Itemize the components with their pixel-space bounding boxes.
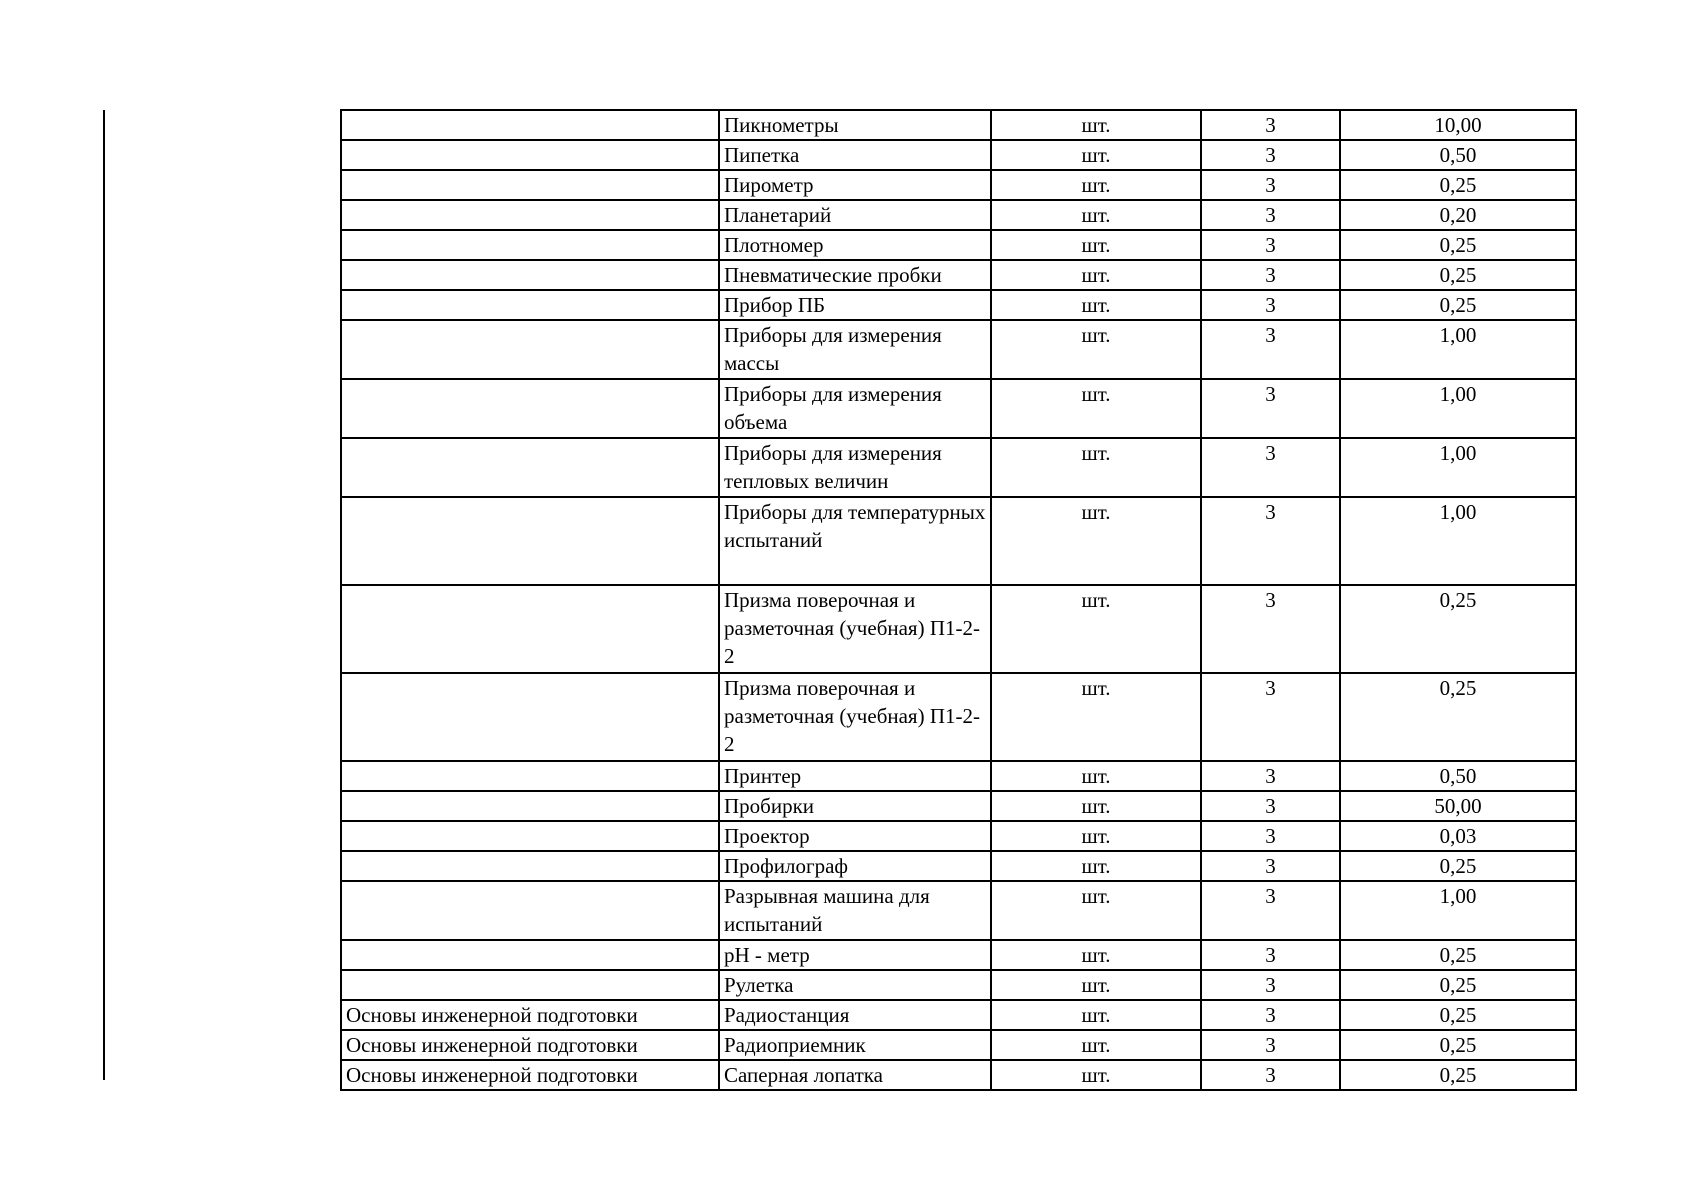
value-cell: 1,00 <box>1340 881 1576 940</box>
value-cell: 0,20 <box>1340 200 1576 230</box>
quantity-cell: 3 <box>1201 170 1340 200</box>
table-row <box>341 881 1576 940</box>
table-row <box>341 791 1576 821</box>
unit-cell: шт. <box>991 230 1201 260</box>
quantity-cell: 3 <box>1201 379 1340 438</box>
unit-cell: шт. <box>991 438 1201 497</box>
subject-cell <box>341 200 719 230</box>
subject-cell <box>341 290 719 320</box>
item-name-cell: Рулетка <box>719 970 991 1000</box>
table-row <box>341 1060 1576 1090</box>
item-name-cell: Приборы для температурных испытаний <box>719 497 991 585</box>
table-row <box>341 497 1576 585</box>
subject-cell <box>341 497 719 585</box>
item-name-cell: Призма поверочная и разметочная (учебная) П1-2-2 <box>719 585 991 673</box>
value-cell: 0,25 <box>1340 1060 1576 1090</box>
table-row <box>341 438 1576 497</box>
unit-cell: шт. <box>991 761 1201 791</box>
quantity-cell: 3 <box>1201 230 1340 260</box>
table-row <box>341 379 1576 438</box>
unit-cell: шт. <box>991 585 1201 673</box>
unit-cell: шт. <box>991 791 1201 821</box>
item-name-cell: pH - метр <box>719 940 991 970</box>
quantity-cell: 3 <box>1201 673 1340 761</box>
item-name-cell: Приборы для измерения объема <box>719 379 991 438</box>
table-row <box>341 260 1576 290</box>
table-row <box>341 140 1576 170</box>
subject-cell <box>341 379 719 438</box>
subject-cell: Основы инженерной подготовки <box>341 1060 719 1090</box>
subject-cell <box>341 170 719 200</box>
quantity-cell: 3 <box>1201 940 1340 970</box>
unit-cell: шт. <box>991 821 1201 851</box>
value-cell: 1,00 <box>1340 320 1576 379</box>
item-name-cell: Призма поверочная и разметочная (учебная) П1-2-2 <box>719 673 991 761</box>
table-row <box>341 320 1576 379</box>
item-name-cell: Прибор ПБ <box>719 290 991 320</box>
unit-cell: шт. <box>991 1000 1201 1030</box>
value-cell: 10,00 <box>1340 110 1576 140</box>
table-row <box>341 230 1576 260</box>
unit-cell: шт. <box>991 290 1201 320</box>
unit-cell: шт. <box>991 200 1201 230</box>
subject-cell <box>341 320 719 379</box>
value-cell: 0,25 <box>1340 170 1576 200</box>
unit-cell: шт. <box>991 940 1201 970</box>
item-name-cell: Плотномер <box>719 230 991 260</box>
value-cell: 50,00 <box>1340 791 1576 821</box>
table-row <box>341 200 1576 230</box>
subject-cell <box>341 851 719 881</box>
unit-cell: шт. <box>991 497 1201 585</box>
unit-cell: шт. <box>991 260 1201 290</box>
unit-cell: шт. <box>991 881 1201 940</box>
quantity-cell: 3 <box>1201 821 1340 851</box>
item-name-cell: Проектор <box>719 821 991 851</box>
subject-cell <box>341 110 719 140</box>
quantity-cell: 3 <box>1201 320 1340 379</box>
table-row <box>341 1030 1576 1060</box>
subject-cell <box>341 791 719 821</box>
subject-cell: Основы инженерной подготовки <box>341 1030 719 1060</box>
quantity-cell: 3 <box>1201 497 1340 585</box>
value-cell: 0,25 <box>1340 940 1576 970</box>
quantity-cell: 3 <box>1201 200 1340 230</box>
item-name-cell: Пневматические пробки <box>719 260 991 290</box>
value-cell: 0,25 <box>1340 1000 1576 1030</box>
value-cell: 0,25 <box>1340 851 1576 881</box>
subject-cell <box>341 438 719 497</box>
unit-cell: шт. <box>991 110 1201 140</box>
item-name-cell: Разрывная машина для испытаний <box>719 881 991 940</box>
unit-cell: шт. <box>991 1060 1201 1090</box>
subject-cell <box>341 940 719 970</box>
quantity-cell: 3 <box>1201 851 1340 881</box>
table-row <box>341 110 1576 140</box>
item-name-cell: Пипетка <box>719 140 991 170</box>
value-cell: 0,50 <box>1340 140 1576 170</box>
value-cell: 1,00 <box>1340 379 1576 438</box>
subject-cell <box>341 140 719 170</box>
page-margin-line <box>103 110 105 1080</box>
quantity-cell: 3 <box>1201 791 1340 821</box>
table-row <box>341 673 1576 761</box>
value-cell: 0,25 <box>1340 585 1576 673</box>
table-row <box>341 940 1576 970</box>
subject-cell <box>341 821 719 851</box>
unit-cell: шт. <box>991 1030 1201 1060</box>
value-cell: 0,25 <box>1340 1030 1576 1060</box>
quantity-cell: 3 <box>1201 260 1340 290</box>
quantity-cell: 3 <box>1201 1000 1340 1030</box>
unit-cell: шт. <box>991 140 1201 170</box>
value-cell: 0,25 <box>1340 290 1576 320</box>
quantity-cell: 3 <box>1201 1060 1340 1090</box>
quantity-cell: 3 <box>1201 140 1340 170</box>
value-cell: 0,03 <box>1340 821 1576 851</box>
item-name-cell: Пирометр <box>719 170 991 200</box>
item-name-cell: Приборы для измерения тепловых величин <box>719 438 991 497</box>
value-cell: 0,25 <box>1340 260 1576 290</box>
unit-cell: шт. <box>991 673 1201 761</box>
unit-cell: шт. <box>991 320 1201 379</box>
quantity-cell: 3 <box>1201 1030 1340 1060</box>
quantity-cell: 3 <box>1201 761 1340 791</box>
table-row <box>341 851 1576 881</box>
equipment-table <box>340 109 1577 1091</box>
subject-cell <box>341 230 719 260</box>
table-row <box>341 290 1576 320</box>
unit-cell: шт. <box>991 379 1201 438</box>
unit-cell: шт. <box>991 851 1201 881</box>
value-cell: 0,25 <box>1340 970 1576 1000</box>
table-row <box>341 761 1576 791</box>
subject-cell: Основы инженерной подготовки <box>341 1000 719 1030</box>
item-name-cell: Приборы для измерения массы <box>719 320 991 379</box>
item-name-cell: Радиостанция <box>719 1000 991 1030</box>
subject-cell <box>341 970 719 1000</box>
quantity-cell: 3 <box>1201 585 1340 673</box>
subject-cell <box>341 260 719 290</box>
value-cell: 0,50 <box>1340 761 1576 791</box>
item-name-cell: Саперная лопатка <box>719 1060 991 1090</box>
item-name-cell: Профилограф <box>719 851 991 881</box>
item-name-cell: Планетарий <box>719 200 991 230</box>
item-name-cell: Пикнометры <box>719 110 991 140</box>
value-cell: 0,25 <box>1340 230 1576 260</box>
quantity-cell: 3 <box>1201 290 1340 320</box>
value-cell: 1,00 <box>1340 497 1576 585</box>
quantity-cell: 3 <box>1201 110 1340 140</box>
quantity-cell: 3 <box>1201 438 1340 497</box>
quantity-cell: 3 <box>1201 970 1340 1000</box>
table-row <box>341 1000 1576 1030</box>
table-row <box>341 170 1576 200</box>
table-row <box>341 585 1576 673</box>
table-row <box>341 970 1576 1000</box>
unit-cell: шт. <box>991 970 1201 1000</box>
table-row <box>341 821 1576 851</box>
subject-cell <box>341 881 719 940</box>
item-name-cell: Пробирки <box>719 791 991 821</box>
item-name-cell: Принтер <box>719 761 991 791</box>
unit-cell: шт. <box>991 170 1201 200</box>
value-cell: 1,00 <box>1340 438 1576 497</box>
quantity-cell: 3 <box>1201 881 1340 940</box>
subject-cell <box>341 761 719 791</box>
equipment-table-body <box>341 110 1576 1090</box>
subject-cell <box>341 585 719 673</box>
item-name-cell: Радиоприемник <box>719 1030 991 1060</box>
value-cell: 0,25 <box>1340 673 1576 761</box>
subject-cell <box>341 673 719 761</box>
